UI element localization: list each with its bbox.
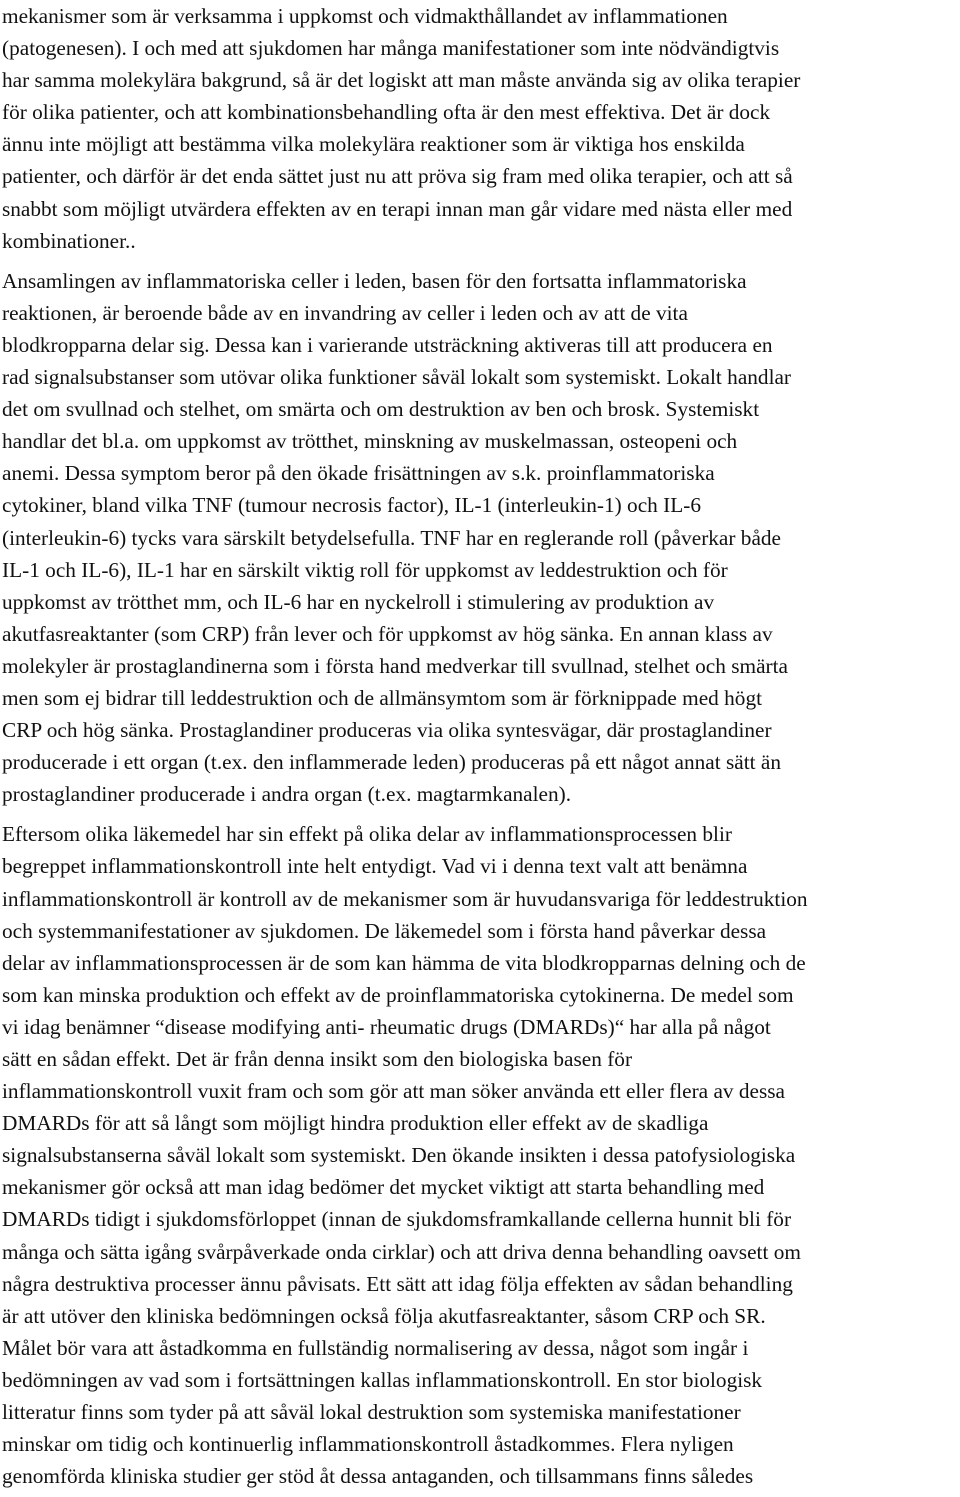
text-line: några destruktiva processer ännu påvisats. Ett sätt att idag följa effekten av sådan behandling [2, 1271, 793, 1296]
text-line: har samma molekylära bakgrund, så är det logiskt att man måste använda sig av olika terapier [2, 68, 801, 93]
text-line: litteratur finns som tyder på att såväl lokal destruktion som systemiska manifestationer [2, 1400, 741, 1425]
text-line: men som ej bidrar till leddestruktion och de allmänsymtom som är förknippade med högt [2, 685, 763, 710]
text-line: prostaglandiner producerade i andra organ (t.ex. magtarmkanalen). [2, 782, 572, 807]
text-line: blodkropparna delar sig. Dessa kan i varierande utsträckning aktiveras till att producera en [2, 332, 773, 357]
text-line: för olika patienter, och att kombinationsbehandling ofta är den mest effektiva. Det är dock [2, 100, 771, 125]
text-line: rad signalsubstanser som utövar olika funktioner såväl lokalt som systemiskt. Lokalt handlar [2, 365, 792, 390]
text-line: reaktionen, är beroende både av en invandring av celler i leden och av att de vita [2, 300, 688, 325]
text-line: kombinationer.. [2, 228, 136, 253]
text-line: minskar om tidig och kontinuerlig inflammationskontroll åstadkommes. Flera nyligen [2, 1432, 734, 1457]
text-line: delar av inflammationsprocessen är de som kan hämma de vita blodkropparnas delning och de [2, 950, 806, 975]
paragraph [2, 818, 957, 1492]
document-page [2, 0, 957, 1492]
paragraph [2, 265, 957, 811]
text-line: mekanismer gör också att man idag bedömer det mycket viktigt att starta behandling med [2, 1175, 765, 1200]
text-line: vi idag benämner “disease modifying anti- rheumatic drugs (DMARDs)“ har alla på något [2, 1014, 771, 1039]
text-line: CRP och hög sänka. Prostaglandiner produceras via olika syntesvägar, där prostaglandiner [2, 718, 772, 743]
text-line: begreppet inflammationskontroll inte helt entydigt. Vad vi i denna text valt att benämna [2, 854, 748, 879]
text-line: Ansamlingen av inflammatoriska celler i leden, basen för den fortsatta inflammatoriska [2, 268, 747, 293]
text-line: många och sätta igång svårpåverkade onda cirklar) och att driva denna behandling oavsett om [2, 1239, 801, 1264]
text-line: molekyler är prostaglandinerna som i första hand medverkar till svullnad, stelhet och smärta [2, 653, 788, 678]
text-line: cytokiner, bland vilka TNF (tumour necrosis factor), IL-1 (interleukin-1) och IL-6 [2, 493, 701, 518]
text-line: uppkomst av trötthet mm, och IL-6 har en nyckelroll i stimulering av produktion av [2, 589, 715, 614]
text-line: Eftersom olika läkemedel har sin effekt på olika delar av inflammationsprocessen blir [2, 822, 732, 847]
text-line: och systemmanifestationer av sjukdomen. De läkemedel som i första hand påverkar dessa [2, 918, 767, 943]
text-line: genomförda kliniska studier ger stöd åt dessa antaganden, och tillsammans finns således [2, 1464, 754, 1489]
text-line: DMARDs tidigt i sjukdomsförloppet (innan de sjukdomsframkallande cellerna hunnit bli för [2, 1207, 792, 1232]
text-line: inflammationskontroll är kontroll av de mekanismer som är huvudansvariga för leddestruktion [2, 886, 808, 911]
text-line: snabbt som möjligt utvärdera effekten av en terapi innan man går vidare med nästa eller med [2, 196, 793, 221]
text-line: anemi. Dessa symptom beror på den ökade frisättningen av s.k. proinflammatoriska [2, 461, 715, 486]
text-line: (interleukin-6) tycks vara särskilt betydelsefulla. TNF har en reglerande roll (påverkar både [2, 525, 781, 550]
text-line: bedömningen av vad som i fortsättningen kallas inflammationskontroll. En stor biologisk [2, 1367, 763, 1392]
text-line: det om svullnad och stelhet, om smärta och om destruktion av ben och brosk. Systemiskt [2, 397, 760, 422]
text-line: DMARDs för att så långt som möjligt hindra produktion eller effekt av de skadliga [2, 1111, 709, 1136]
text-line: mekanismer som är verksamma i uppkomst och vidmakthållandet av inflammationen [2, 4, 728, 28]
text-line: (patogenesen). I och med att sjukdomen har många manifestationer som inte nödvändigtvis [2, 36, 780, 61]
text-line: inflammationskontroll vuxit fram och som gör att man söker använda ett eller flera av dessa [2, 1079, 786, 1104]
text-line: producerade i ett organ (t.ex. den inflammerade leden) produceras på ett något annat sätt än [2, 750, 781, 775]
text-line: patienter, och därför är det enda sättet just nu att pröva sig fram med olika terapier, och att så [2, 164, 793, 189]
document-body [2, 0, 957, 1492]
text-line: akutfasreaktanter (som CRP) från lever och för uppkomst av hög sänka. En annan klass av [2, 621, 773, 646]
text-line: handlar det bl.a. om uppkomst av trötthet, minskning av muskelmassan, osteopeni och [2, 429, 738, 454]
text-line: sätt en sådan effekt. Det är från denna insikt som den biologiska basen för [2, 1047, 633, 1071]
text-line: IL-1 och IL-6), IL-1 har en särskilt viktig roll för uppkomst av leddestruktion och för [2, 557, 728, 582]
text-line: signalsubstanserna såväl lokalt som systemiskt. Den ökande insikten i dessa patofysiologiska [2, 1143, 796, 1168]
paragraph [2, 0, 957, 257]
text-line: är att utöver den kliniska bedömningen också följa akutfasreaktanter, såsom CRP och SR. [2, 1303, 766, 1328]
text-line: som kan minska produktion och effekt av de proinflammatoriska cytokinerna. De medel som [2, 982, 794, 1007]
text-line: ännu inte möjligt att bestämma vilka molekylära reaktioner som är viktiga hos enskilda [2, 132, 745, 157]
text-line: Målet bör vara att åstadkomma en fullständig normalisering av dessa, något som ingår i [2, 1335, 749, 1360]
